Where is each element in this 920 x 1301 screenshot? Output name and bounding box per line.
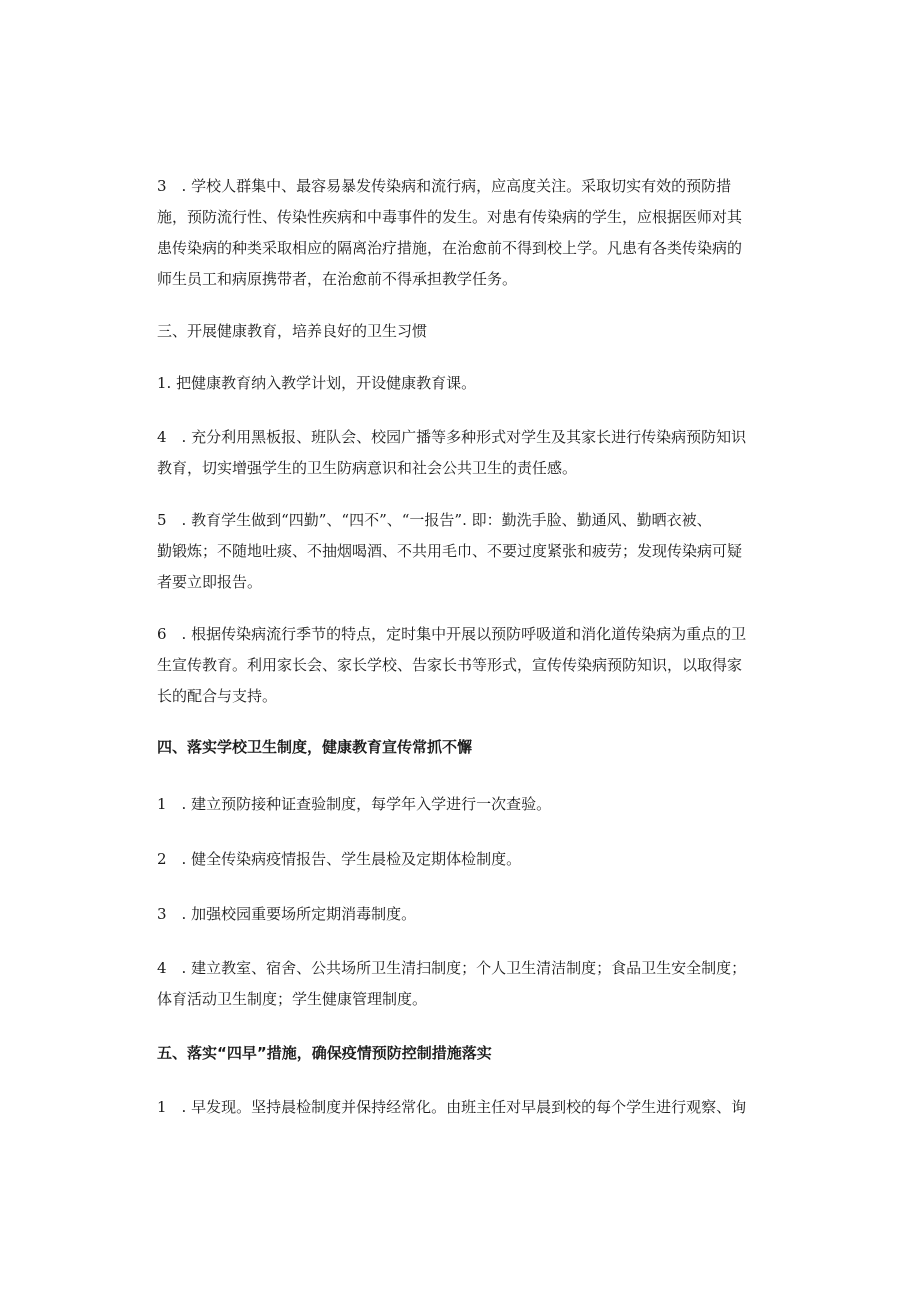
item-6-line-1: 6 . 根据传染病流行季节的特点，定时集中开展以预防呼吸道和消化道传染病为重点的卫 [157, 625, 747, 643]
sec4-item-2: 2 . 健全传染病疫情报告、学生晨检及定期体检制度。 [157, 850, 522, 868]
section-3-heading: 三、开展健康教育，培养良好的卫生习惯 [157, 322, 428, 340]
para-3-line-2: 施，预防流行性、传染性疾病和中毒事件的发生。对患有传染病的学生，应根据医师对其 [157, 208, 743, 226]
para-3-line-1: 3 . 学校人群集中、最容易暴发传染病和流行病，应高度关注。采取切实有效的预防措 [157, 177, 732, 195]
sec4-item-4-line-1: 4 . 建立教室、宿舍、公共场所卫生清扫制度；个人卫生清洁制度；食品卫生安全制度； [157, 959, 747, 977]
item-1-text: 1. 把健康教育纳入教学计划，开设健康教育课。 [157, 374, 477, 392]
item-4-line-1: 4 . 充分利用黑板报、班队会、校园广播等多种形式对学生及其家长进行传染病预防知识 [157, 428, 747, 446]
sec4-item-3: 3 . 加强校园重要场所定期消毒制度。 [157, 905, 417, 923]
sec5-item-1-line-1: 1 . 早发现。坚持晨检制度并保持经常化。由班主任对早晨到校的每个学生进行观察、询 [157, 1098, 747, 1116]
item-5-line-2: 勤锻炼；不随地吐痰、不抽烟喝酒、不共用毛巾、不要过度紧张和疲劳；发现传染病可疑 [157, 542, 743, 560]
sec4-item-1: 1 . 建立预防接种证查验制度，每学年入学进行一次查验。 [157, 795, 552, 813]
item-4-line-2: 教育，切实增强学生的卫生防病意识和社会公共卫生的责任感。 [157, 459, 578, 477]
para-3-line-4: 师生员工和病原携带者，在治愈前不得承担教学任务。 [157, 270, 518, 288]
item-6-line-3: 长的配合与支持。 [157, 687, 278, 705]
section-5-heading: 五、落实“四早”措施，确保疫情预防控制措施落实 [157, 1044, 492, 1062]
section-4-heading: 四、落实学校卫生制度，健康教育宣传常抓不懈 [157, 738, 473, 756]
sec4-item-4-line-2: 体育活动卫生制度；学生健康管理制度。 [157, 990, 428, 1008]
item-6-line-2: 生宣传教育。利用家长会、家长学校、告家长书等形式，宣传传染病预防知识，以取得家 [157, 656, 743, 674]
item-5-line-1: 5 . 教育学生做到“四勤”、“四不”、“一报告”. 即：勤洗手脸、勤通风、勤晒衣被、 [157, 511, 712, 529]
item-5-line-3: 者要立即报告。 [157, 573, 263, 591]
para-3-line-3: 患传染病的种类采取相应的隔离治疗措施，在治愈前不得到校上学。凡患有各类传染病的 [157, 239, 743, 257]
